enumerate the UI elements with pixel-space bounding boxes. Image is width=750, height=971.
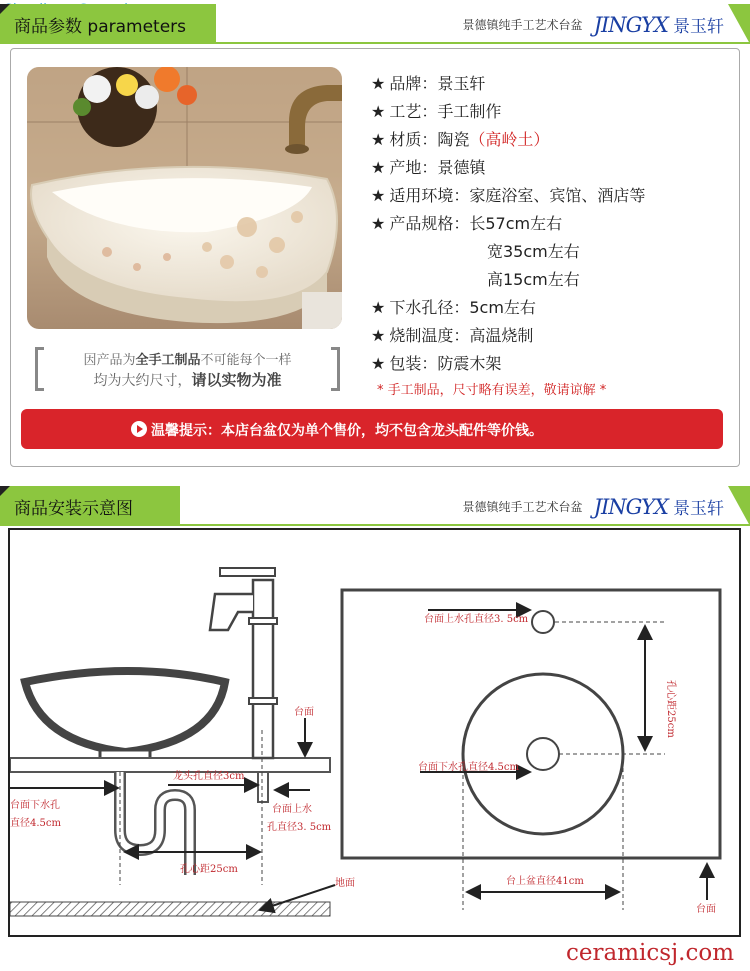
label-center-dist: 孔心距25cm [180, 864, 238, 875]
spec-text: 产品规格：长57cm左右 [389, 214, 563, 233]
label-down-hole: 台面下水孔直径4.5cm [418, 762, 519, 773]
star-icon: ★ [371, 214, 386, 233]
spec-size-height: 高15cm左右 [487, 270, 580, 289]
star-icon: ★ [371, 298, 386, 317]
label-floor: 地面 [335, 878, 355, 889]
label-faucet-hole: 龙头孔直径3cm [173, 771, 245, 782]
play-arrow-icon [131, 421, 147, 437]
spec-material [371, 127, 549, 150]
spec-size-width: 宽35cm左右 [487, 242, 580, 261]
label-countertop-left: 台面 [294, 707, 314, 718]
header-underline [0, 524, 750, 526]
spec-firing [371, 323, 533, 346]
spec-material-highlight: （高岭土） [469, 130, 550, 149]
header-tail [728, 486, 750, 526]
spec-text: 适用环境：家庭浴室、宾馆、酒店等 [389, 186, 646, 205]
caption-text: 均为大约尺寸， [93, 373, 192, 389]
handmade-caption [35, 347, 340, 393]
brand-logo [462, 494, 724, 519]
spec-text: 工艺：手工制作 [389, 102, 502, 121]
product-photo [27, 67, 342, 329]
parameters-panel [10, 48, 740, 467]
star-icon: ★ [371, 326, 386, 345]
spec-text: 材质：陶瓷 [389, 130, 470, 149]
brand-name: 景玉轩 [673, 17, 724, 37]
star-icon: ★ [371, 186, 386, 205]
section-header-install [0, 486, 750, 528]
spec-usage [371, 183, 645, 206]
spec-text: 下水孔径：5cm左右 [389, 298, 536, 317]
star-icon: ★ [371, 74, 386, 93]
brand-logo [462, 12, 724, 37]
caption-line-2 [35, 369, 340, 390]
brand-en: JINGYX [593, 12, 668, 37]
caption-bold: 全手工制品 [135, 353, 201, 368]
star-icon: ★ [371, 130, 386, 149]
brand-slogan: 景德镇纯手工艺术台盆 [462, 500, 583, 514]
caption-text: 不可能每个一样 [200, 353, 292, 368]
spec-text: 包装：防震木架 [389, 354, 502, 373]
spec-package [371, 351, 501, 374]
star-icon: ★ [371, 354, 386, 373]
spec-craft [371, 99, 501, 122]
brand-en: JINGYX [593, 494, 668, 519]
star-icon: ★ [371, 158, 386, 177]
caption-text: 因产品为 [83, 353, 136, 368]
header-notch [0, 486, 10, 496]
install-diagram [8, 528, 741, 937]
caption-bold: 请以实物为准 [191, 371, 282, 389]
section-title: 商品参数 parameters [14, 17, 187, 37]
spec-origin [371, 155, 485, 178]
label-basin-diameter: 台上盆直径41cm [506, 876, 584, 887]
label-water-in-b: 孔直径3. 5cm [267, 822, 332, 833]
header-notch [0, 4, 10, 14]
caption-line-1 [35, 349, 340, 368]
spec-text: 产地：景德镇 [389, 158, 486, 177]
site-watermark: ceramicsj.com [566, 940, 735, 966]
handmade-note: * 手工制品，尺寸略有误差，敬请谅解 * [377, 383, 607, 398]
header-tail [728, 4, 750, 44]
brand-name: 景玉轩 [673, 499, 724, 519]
label-center-dist-vertical: 孔心距25cm [665, 680, 676, 738]
header-green-tab [0, 4, 216, 42]
star-icon: ★ [371, 102, 386, 121]
notice-banner [21, 409, 723, 449]
header-green-tab [0, 486, 180, 524]
notice-text: 温馨提示：本店台盆仅为单个售价，均不包含龙头配件等价钱。 [151, 423, 543, 439]
spec-size-length [371, 211, 562, 234]
section-header-parameters [0, 4, 750, 46]
label-water-in-a: 台面上水 [272, 804, 312, 815]
section-title: 商品安装示意图 [14, 499, 133, 519]
spec-text: 烧制温度：高温烧制 [389, 326, 534, 345]
label-drain-hole-a: 台面下水孔 [10, 800, 60, 811]
spec-brand [371, 71, 485, 94]
label-drain-hole-b: 直径4.5cm [10, 818, 61, 829]
header-underline [0, 42, 750, 44]
brand-slogan: 景德镇纯手工艺术台盆 [462, 18, 583, 32]
label-countertop-right: 台面 [696, 904, 716, 915]
spec-drain [371, 295, 536, 318]
label-top-in-hole: 台面上水孔直径3. 5cm [424, 614, 529, 625]
spec-text: 品牌：景玉轩 [389, 74, 486, 93]
